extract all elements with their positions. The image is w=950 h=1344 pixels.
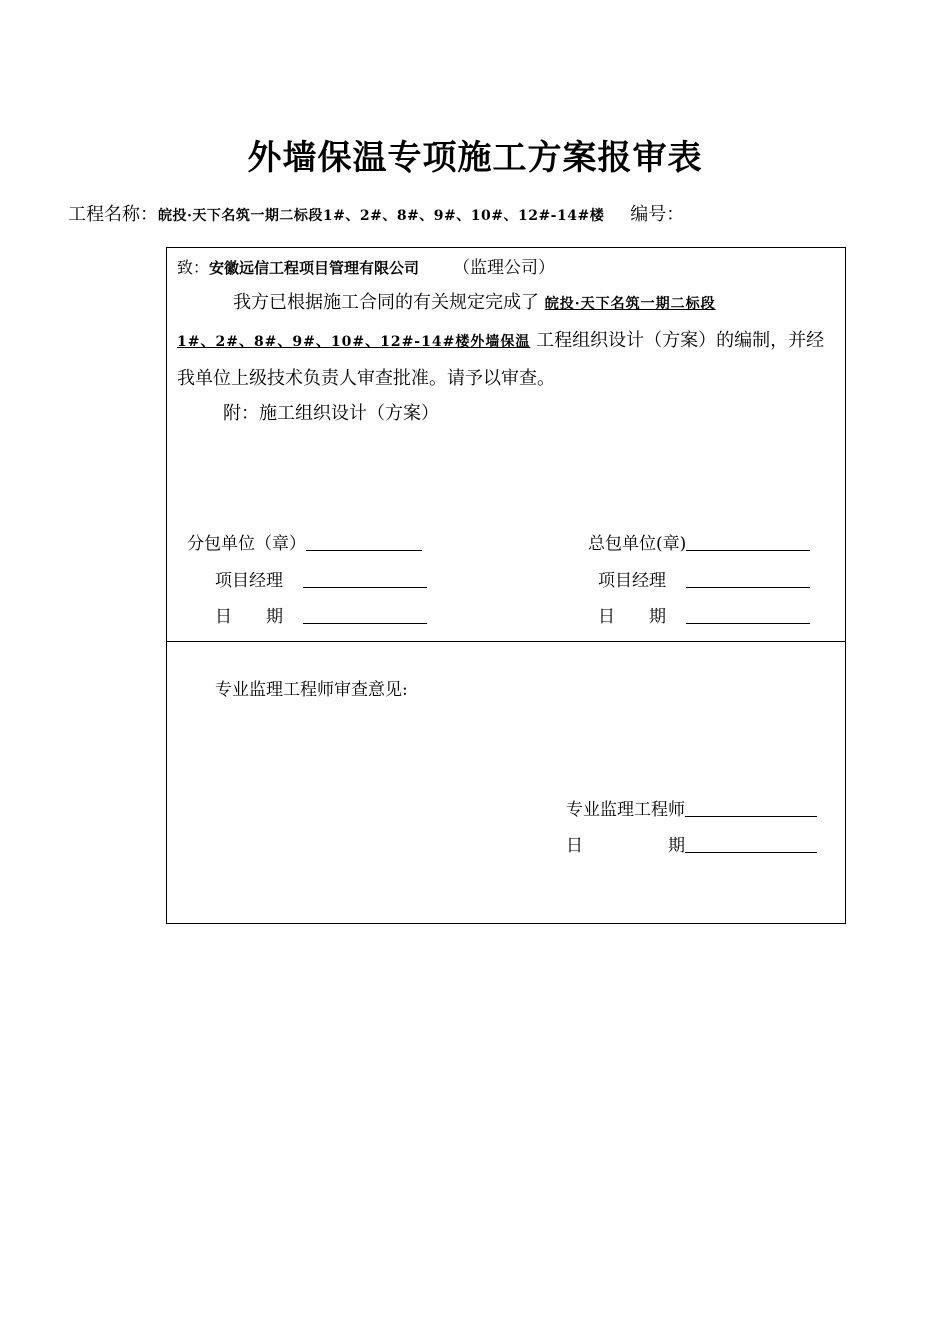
- general-contractor-unit-label: 总包单位(章): [588, 534, 687, 554]
- company-role: （监理公司）: [453, 258, 556, 278]
- left-manager-blank[interactable]: [303, 587, 427, 588]
- right-manager-blank[interactable]: [686, 587, 810, 588]
- engineer-opinion-label: 专业监理工程师审查意见:: [215, 680, 408, 700]
- general-contractor-unit-blank[interactable]: [686, 550, 810, 551]
- supervision-company-name: 安徽远信工程项目管理有限公司: [209, 259, 420, 277]
- engineer-date-label: 日 期: [566, 836, 685, 856]
- project-scope-underlined-2: 1#、2#、8#、9#、10#、12#-14#楼外墙保温: [177, 334, 531, 350]
- general-contractor-unit-field: [588, 529, 810, 554]
- engineer-signature-label: 专业监理工程师: [566, 800, 685, 820]
- left-manager-label: 项目经理: [215, 571, 283, 591]
- engineer-date-field: [566, 831, 817, 856]
- right-date-label: 日 期: [598, 607, 666, 627]
- review-form-table: [166, 247, 846, 924]
- project-scope-underlined-1: 皖投·天下名筑一期二标段: [544, 296, 716, 312]
- right-date-field: [598, 602, 810, 627]
- subcontractor-unit-field: [187, 529, 422, 554]
- attachment-line: 附：施工组织设计（方案）: [223, 403, 439, 424]
- statement-prefix: 我方已根据施工合同的有关规定完成了: [233, 292, 539, 313]
- engineer-signature-field: [566, 795, 817, 820]
- section-divider: [167, 641, 845, 642]
- left-date-label: 日 期: [215, 607, 283, 627]
- statement-line-1: [233, 288, 716, 314]
- right-manager-field: [598, 566, 810, 591]
- left-manager-field: [215, 566, 427, 591]
- project-info-line: [68, 200, 684, 226]
- right-manager-label: 项目经理: [598, 571, 666, 591]
- right-date-blank[interactable]: [686, 623, 810, 624]
- statement-line-2: [177, 326, 824, 352]
- left-date-field: [215, 602, 427, 627]
- statement-suffix: 工程组织设计（方案）的编制，并经: [536, 330, 825, 351]
- engineer-date-blank[interactable]: [685, 852, 817, 853]
- subcontractor-unit-blank[interactable]: [306, 550, 422, 551]
- addressee-line: [177, 253, 555, 278]
- form-title: 外墙保温专项施工方案报审表: [247, 138, 703, 178]
- number-label: 编号：: [630, 204, 685, 225]
- to-label: 致：: [177, 258, 210, 277]
- engineer-signature-blank[interactable]: [685, 816, 817, 817]
- subcontractor-unit-label: 分包单位（章）: [187, 534, 306, 554]
- statement-line-3: 我单位上级技术负责人审查批准。请予以审查。: [177, 368, 555, 389]
- project-name-label: 工程名称：: [68, 204, 158, 225]
- project-name-value: 皖投·天下名筑一期二标段1#、2#、8#、9#、10#、12#-14#楼: [158, 208, 605, 224]
- left-date-blank[interactable]: [303, 623, 427, 624]
